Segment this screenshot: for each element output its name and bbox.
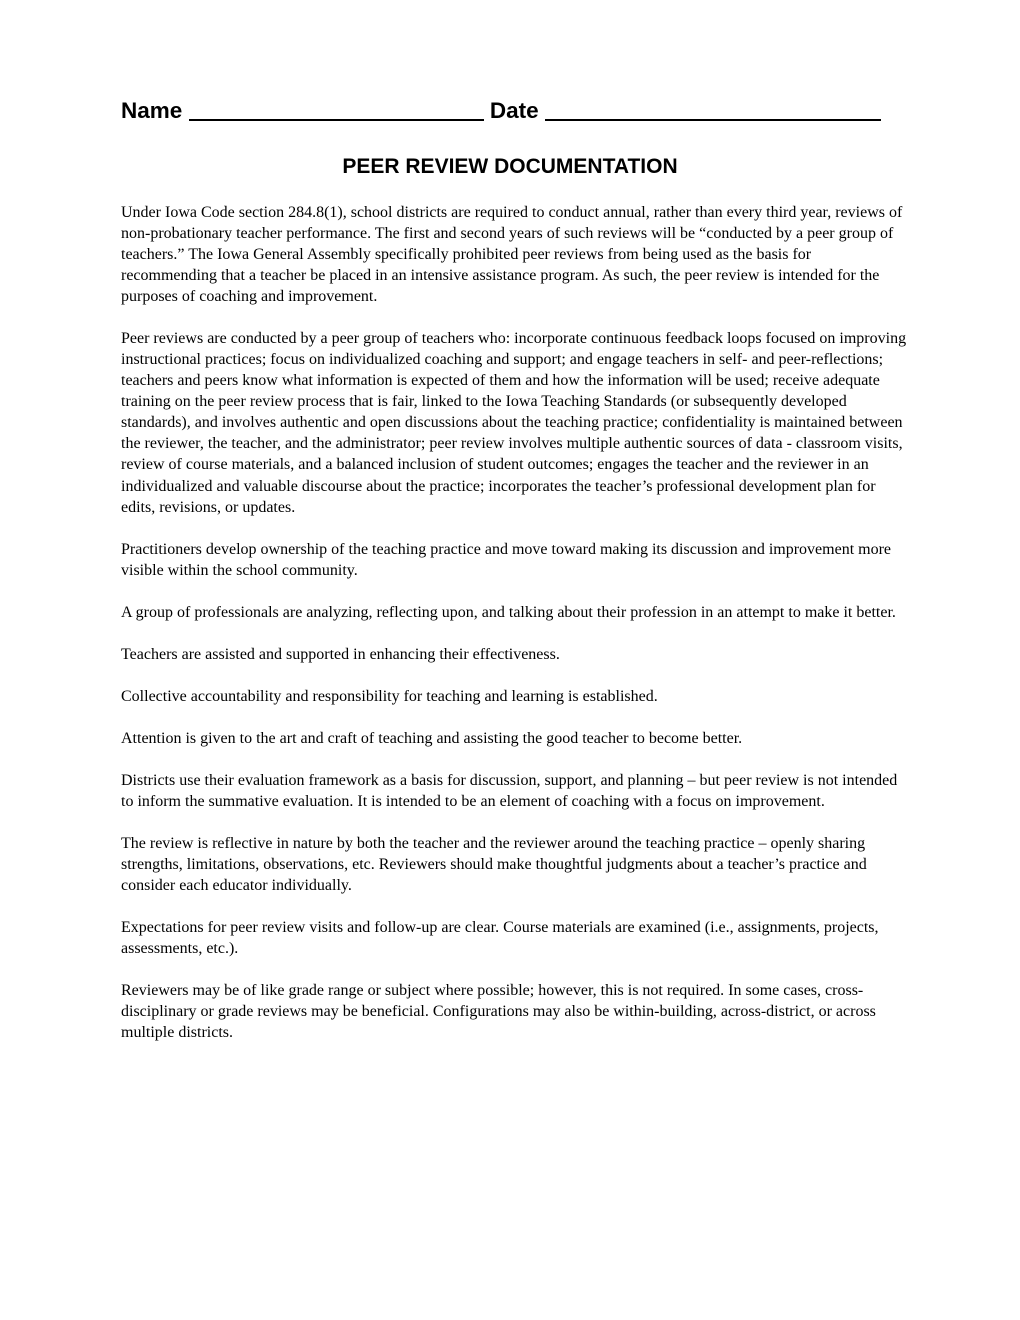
paragraph-accountability: Collective accountability and responsibility for teaching and learning is established.	[121, 687, 658, 705]
paragraph-peer-group-description: Peer reviews are conducted by a peer group of teachers who: incorporate continuous feedback loops focused on improving instructional practices; focus on individualized coaching and support; and engage teachers in self- and peer-reflections; teachers and peers know what information is expected of them and how the information will be used; receive adequate training on the peer review process that is fair, linked to the Iowa Teaching Standards (or subsequently developed standards), and involves authentic and open discussions about the teaching practice; confidentiality is maintained between the reviewer, the teacher, and the administrator; peer review involves multiple authentic sources of data - classroom visits, review of course materials, and a balanced inclusion of student outcomes; engages the teacher and the reviewer in an individualized and valuable discourse about the practice; incorporates the teacher’s professional development plan for edits, revisions, or updates.	[121, 330, 907, 516]
paragraph-iowa-code: Under Iowa Code section 284.8(1), school districts are required to conduct annual, rather than every third year, reviews of non-probationary teacher performance. The first and second years of such reviews will be “conducted by a peer group of teachers.” The Iowa General Assembly specifically prohibited peer reviews from being used as the basis for recommending that a teacher be placed in an intensive assistance program. As such, the peer review is intended for the purposes of coaching and improvement.	[121, 204, 903, 306]
paragraph-reflective-review: The review is reflective in nature by both the teacher and the reviewer around the teaching practice – openly sharing strengths, limitations, observations, etc. Reviewers should make thoughtful judgments about a teacher’s practice and consider each educator individually.	[121, 834, 867, 894]
paragraph-professionals: A group of professionals are analyzing, reflecting upon, and talking about their profession in an attempt to make it better.	[121, 603, 896, 621]
paragraph-expectations: Expectations for peer review visits and follow-up are clear. Course materials are examined (i.e., assignments, projects, assessments, etc.).	[121, 918, 879, 957]
paragraph-evaluation-framework: Districts use their evaluation framework as a basis for discussion, support, and planning – but peer review is not intended to inform the summative evaluation. It is intended to be an element of coaching with a focus on improvement.	[121, 771, 898, 810]
name-date-header	[121, 96, 881, 126]
date-label: Date	[489, 98, 539, 123]
paragraph-art-and-craft: Attention is given to the art and craft of teaching and assisting the good teacher to become better.	[121, 729, 743, 747]
document-title: PEER REVIEW DOCUMENTATION	[342, 155, 678, 178]
date-blank-line	[545, 99, 881, 121]
name-blank-line	[189, 99, 484, 121]
document-body	[121, 202, 911, 1064]
name-label: Name	[121, 98, 183, 123]
paragraph-ownership: Practitioners develop ownership of the teaching practice and move toward making its discussion and improvement more visible within the school community.	[121, 540, 892, 579]
paragraph-reviewer-configurations: Reviewers may be of like grade range or subject where possible; however, this is not required. In some cases, cross-disciplinary or grade reviews may be beneficial. Configurations may also be within-building, across-district, or across multiple districts.	[121, 981, 876, 1041]
paragraph-teachers-assisted: Teachers are assisted and supported in enhancing their effectiveness.	[121, 645, 560, 663]
